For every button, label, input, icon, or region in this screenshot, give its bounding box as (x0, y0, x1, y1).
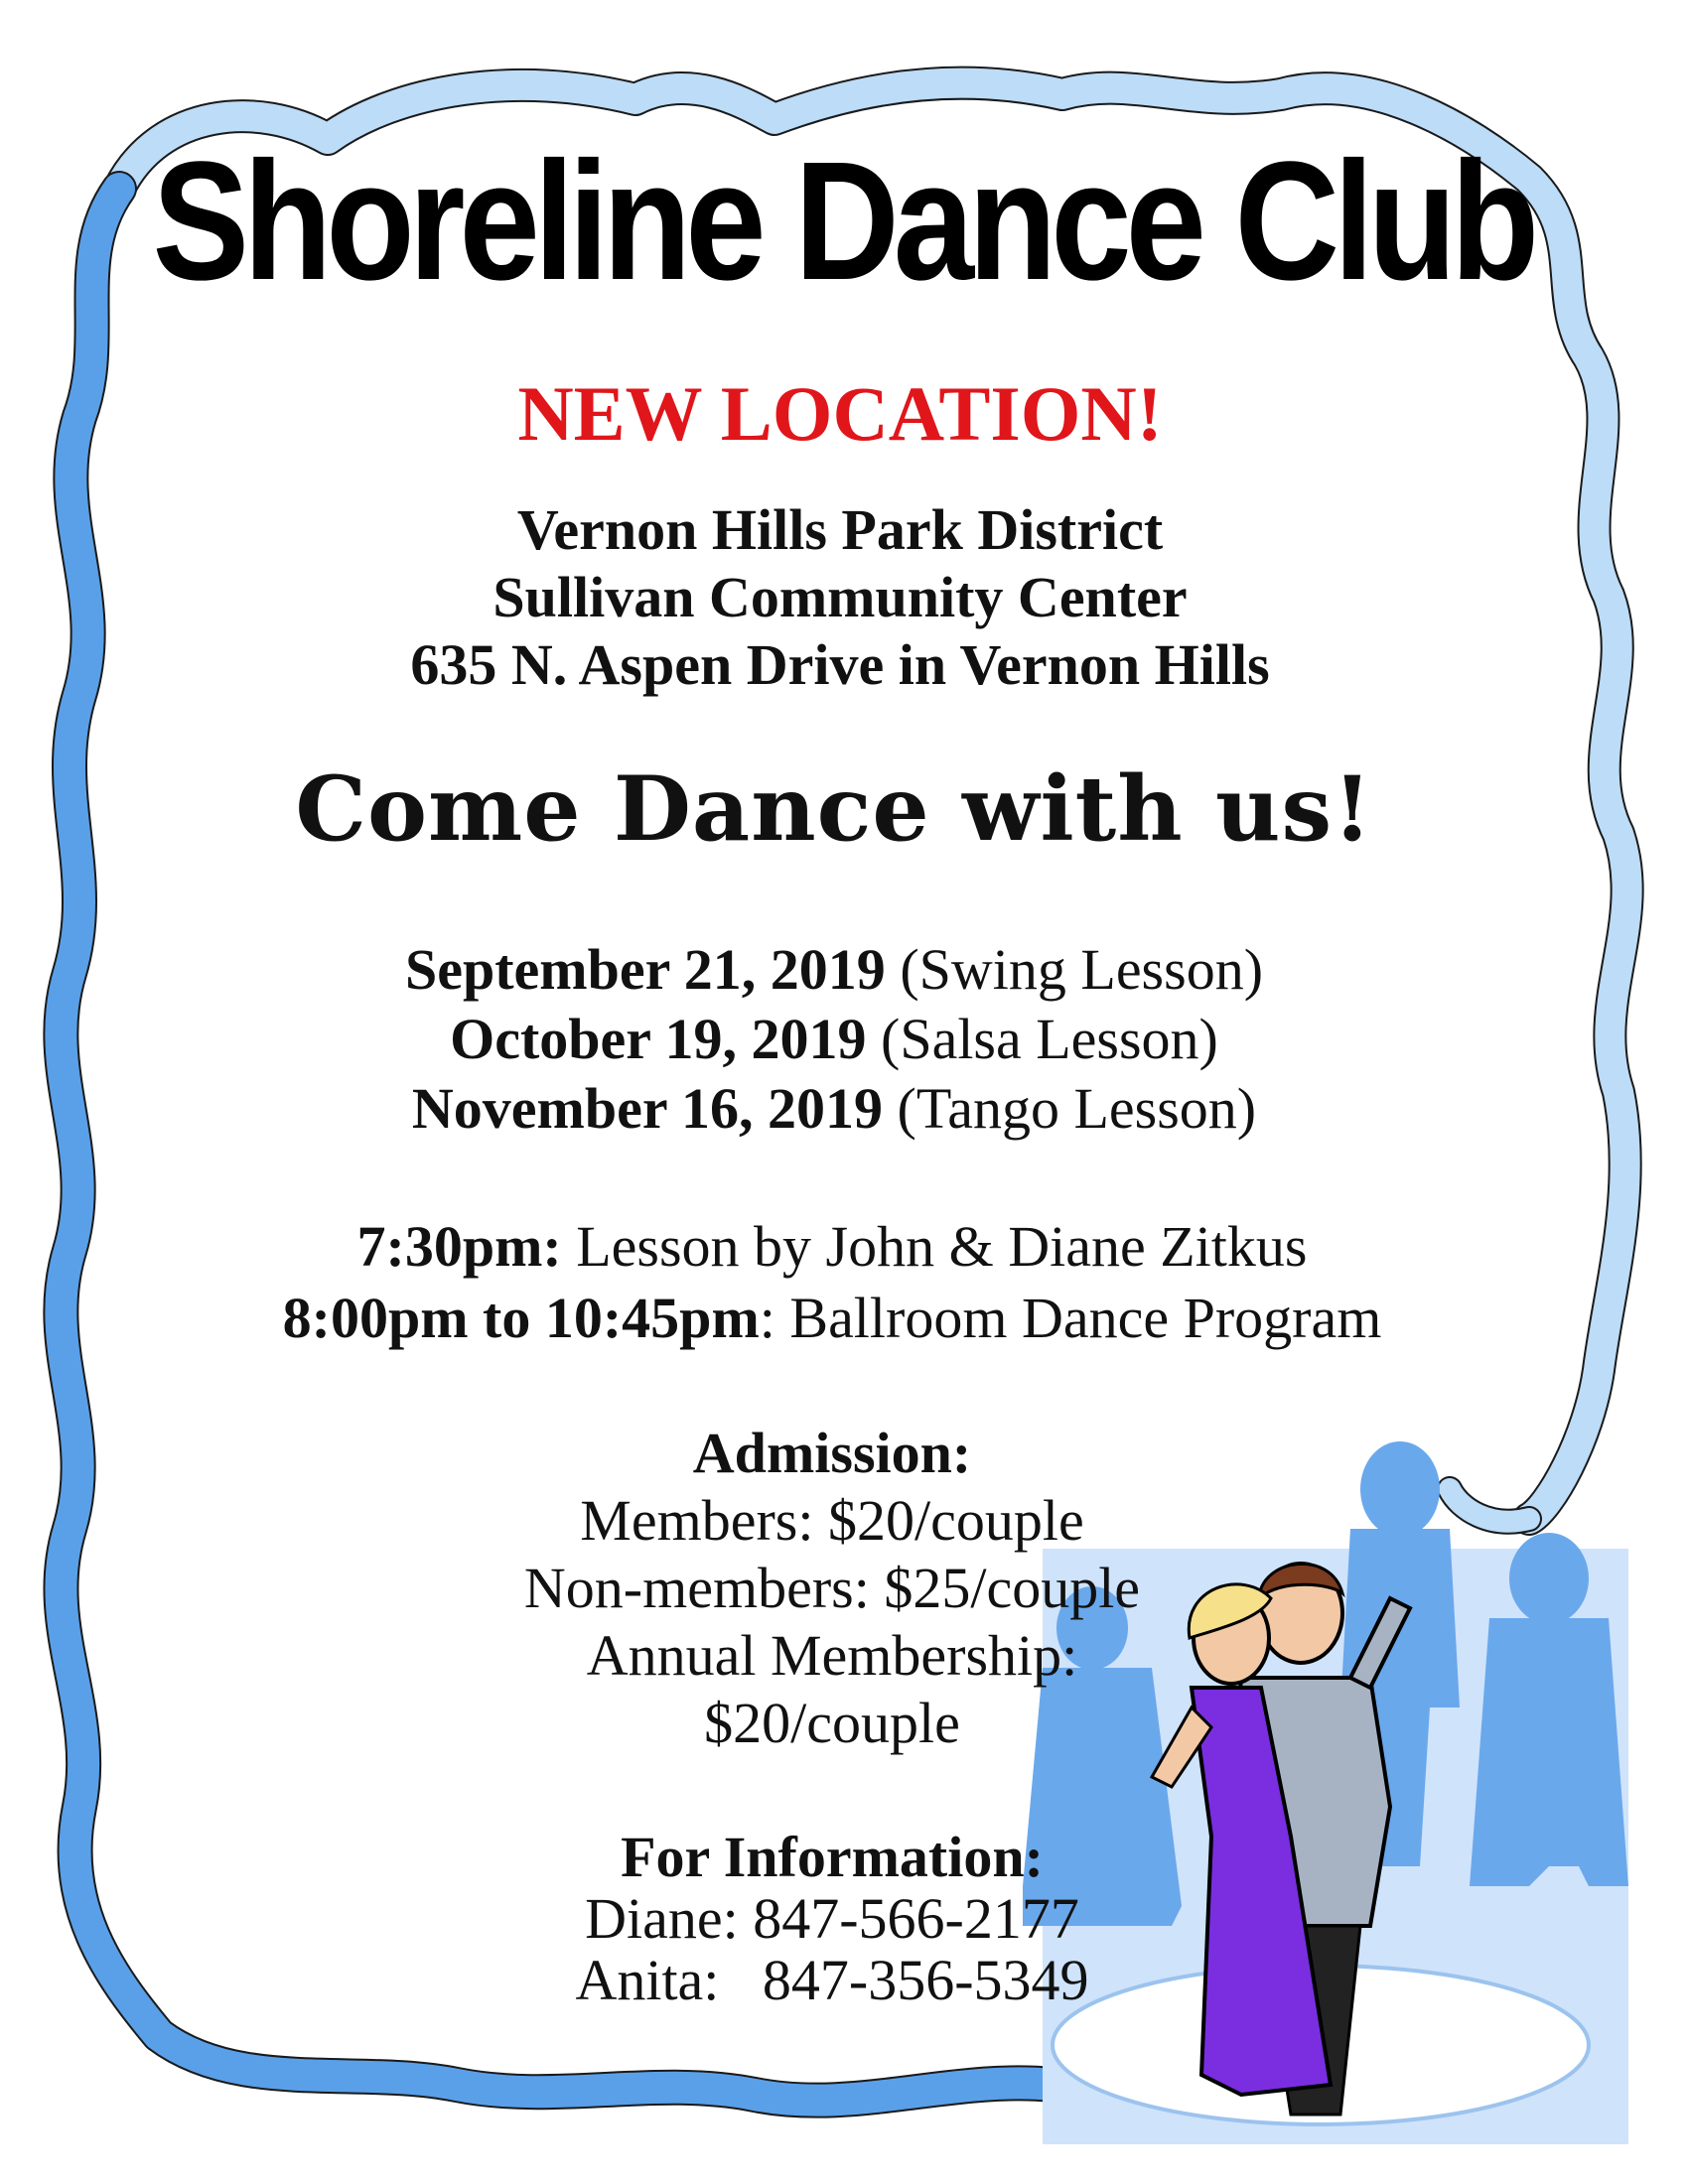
schedule-time: 7:30pm: (356, 1214, 562, 1279)
new-location-heading: NEW LOCATION! (517, 370, 1163, 457)
event-dates (0, 935, 1678, 1144)
event-lesson: (Tango Lesson) (897, 1076, 1257, 1141)
venue-line-2: Sullivan Community Center (492, 565, 1188, 629)
event-date: November 16, 2019 (411, 1076, 884, 1141)
venue-address (0, 496, 1684, 699)
tagline: Come Dance with us! (295, 756, 1373, 862)
schedule-desc: Lesson by John & Diane Zitkus (561, 1214, 1308, 1279)
admission-annual-label: Annual Membership: (586, 1623, 1078, 1688)
info-heading: For Information: (621, 1825, 1044, 1889)
contact-anita: Anita: 847-356-5349 (575, 1948, 1089, 2012)
schedule-desc: : Ballroom Dance Program (759, 1286, 1382, 1350)
admission-non-members: Non-members: $25/couple (523, 1556, 1141, 1620)
event-row (0, 935, 1678, 1005)
admission-members: Members: $20/couple (580, 1488, 1084, 1553)
event-row (0, 1074, 1678, 1144)
schedule-row (0, 1283, 1676, 1354)
event-date: September 21, 2019 (404, 937, 886, 1002)
schedule-row (0, 1211, 1676, 1283)
club-title: Shoreline Dance Club (152, 127, 1534, 316)
event-lesson: (Swing Lesson) (900, 937, 1264, 1002)
admission-annual-price: $20/couple (704, 1691, 960, 1755)
admission-heading: Admission: (692, 1421, 972, 1485)
venue-line-3: 635 N. Aspen Drive in Vernon Hills (410, 632, 1270, 697)
venue-line-1: Vernon Hills Park District (516, 497, 1164, 562)
schedule-time: 8:00pm to 10:45pm (282, 1286, 760, 1350)
info-section (0, 1827, 1676, 2011)
event-lesson: (Salsa Lesson) (881, 1007, 1218, 1071)
event-date: October 19, 2019 (450, 1007, 867, 1071)
contact-diane: Diane: 847-566-2177 (585, 1886, 1079, 1951)
admission-section (0, 1420, 1676, 1757)
event-row (0, 1005, 1678, 1074)
schedule (0, 1211, 1676, 1354)
